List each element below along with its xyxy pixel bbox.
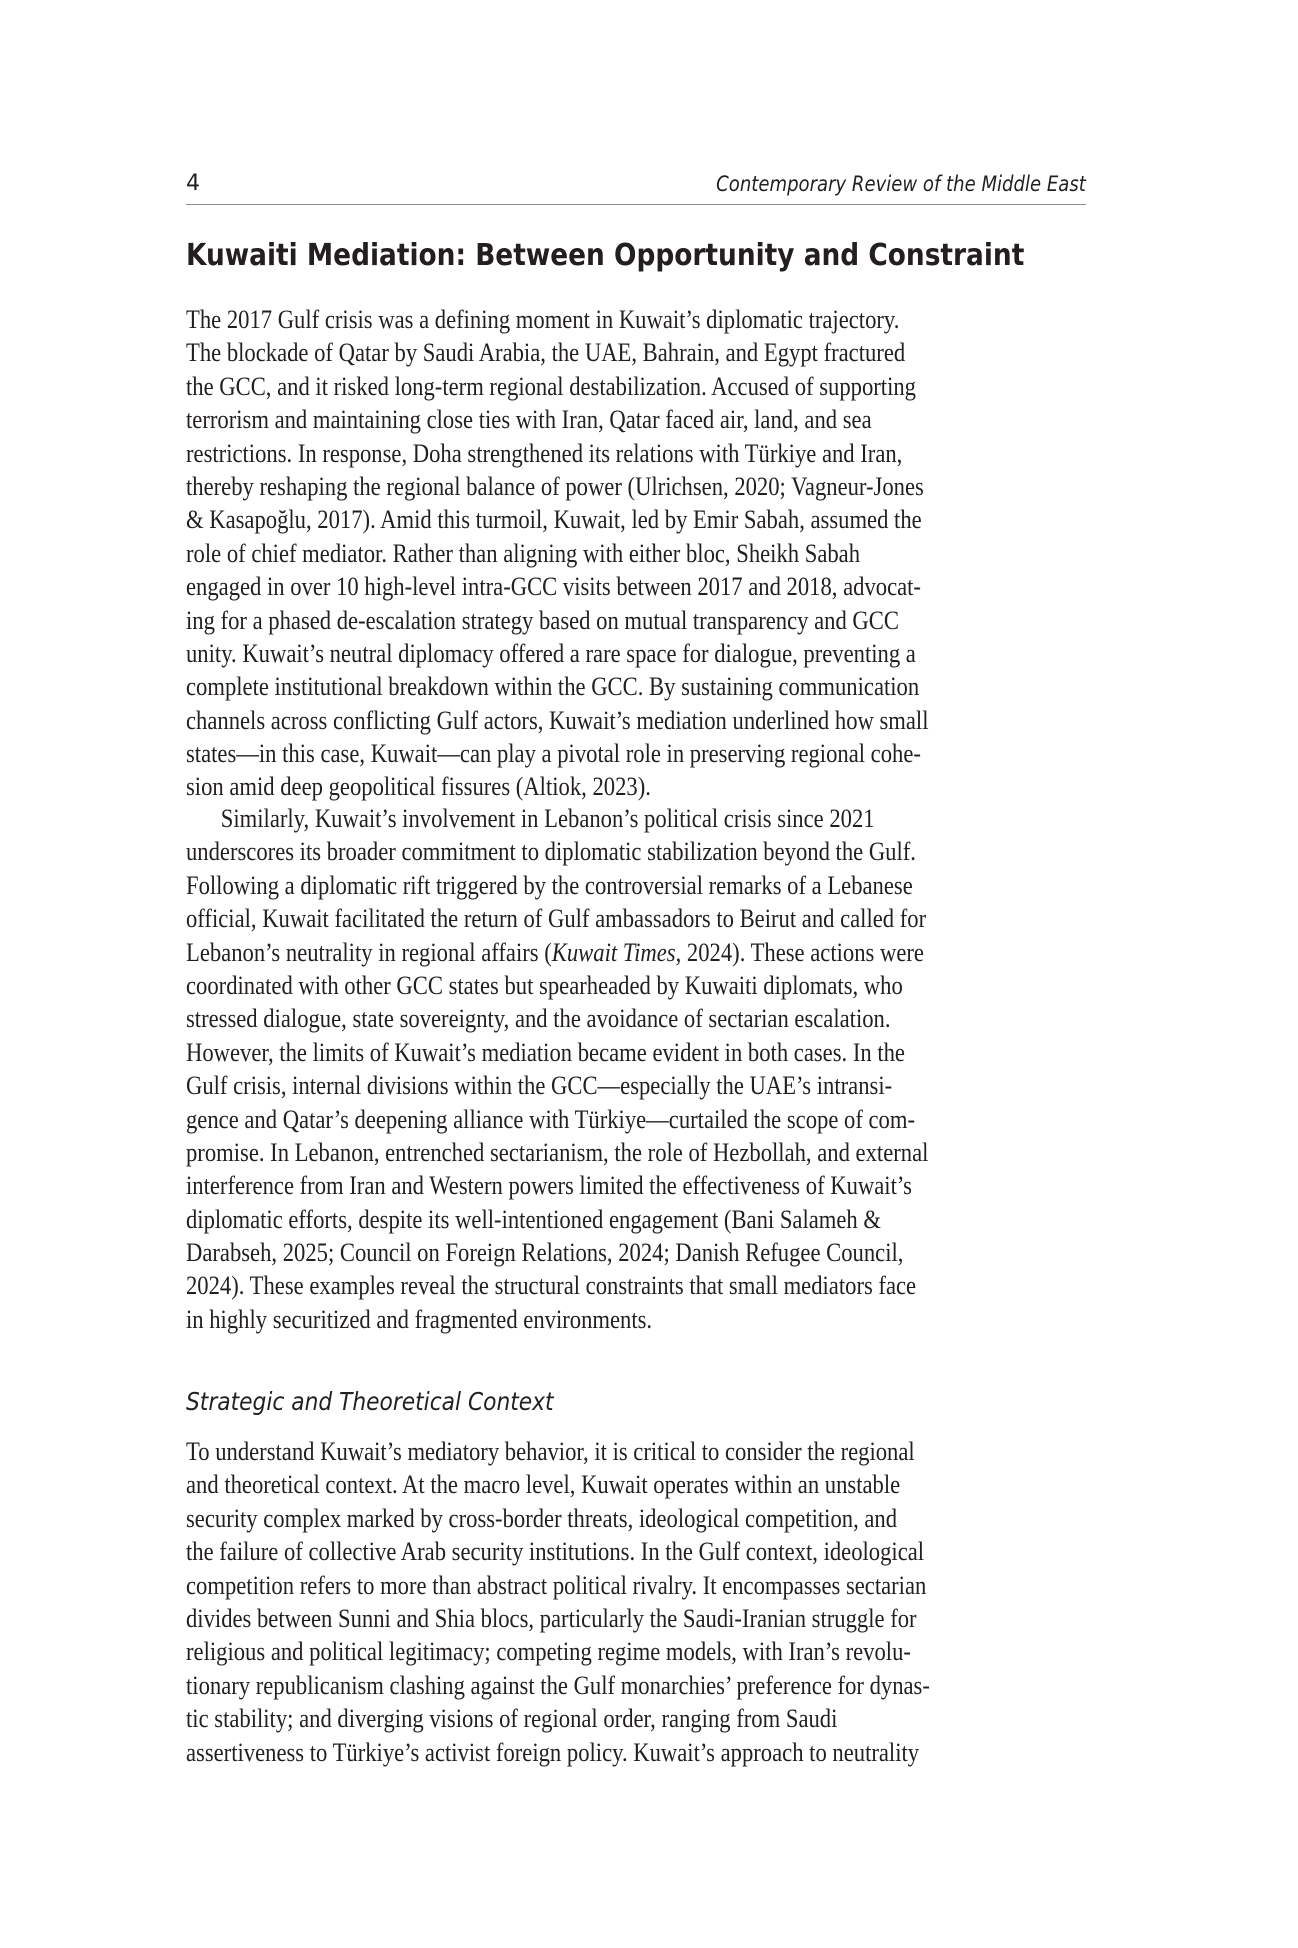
text-line: divides between Sunni and Shia blocs, particularly the Saudi-Iranian struggle for: [186, 1603, 917, 1633]
text-line: Following a diplomatic rift triggered by the controversial remarks of a Lebanese: [186, 870, 913, 900]
page-number: 4: [186, 171, 200, 196]
text-line: tionary republicanism clashing against the Gulf monarchies’ preference for dynas-: [186, 1670, 930, 1700]
citation-source-italic: Kuwait Times: [551, 937, 676, 967]
subsection-heading: Strategic and Theoretical Context: [186, 1387, 554, 1416]
text-line: channels across conflicting Gulf actors, Kuwait’s mediation underlined how small: [186, 705, 929, 735]
paragraph-1: [186, 303, 1086, 804]
text-line: Gulf crisis, internal divisions within the GCC—especially the UAE’s intransi-: [186, 1071, 893, 1101]
text-line: thereby reshaping the regional balance of power (Ulrichsen, 2020; Vagneur-Jones: [186, 471, 924, 501]
text-line: gence and Qatar’s deepening alliance with Türkiye—curtailed the scope of com-: [186, 1104, 916, 1134]
text-line: religious and political legitimacy; competing regime models, with Iran’s revolu-: [186, 1637, 911, 1667]
text-line: terrorism and maintaining close ties with Iran, Qatar faced air, land, and sea: [186, 405, 872, 435]
running-header: [186, 170, 1086, 200]
text-line: underscores its broader commitment to diplomatic stabilization beyond the Gulf.: [186, 837, 916, 867]
paragraph-3: [186, 1435, 1086, 1769]
text-line: & Kasapoğlu, 2017). Amid this turmoil, Kuwait, led by Emir Sabah, assumed the: [186, 505, 922, 535]
text-line: coordinated with other GCC states but spearheaded by Kuwaiti diplomats, who: [186, 970, 903, 1000]
text-line: the GCC, and it risked long-term regional destabilization. Accused of supporting: [186, 371, 916, 401]
text-line: unity. Kuwait’s neutral diplomacy offered a rare space for dialogue, preventing a: [186, 638, 916, 668]
text-line: engaged in over 10 high-level intra-GCC visits between 2017 and 2018, advocat-: [186, 572, 921, 602]
text-line: To understand Kuwait’s mediatory behavior, it is critical to consider the regional: [186, 1437, 915, 1466]
text-line: security complex marked by cross-border threats, ideological competition, and: [186, 1503, 898, 1533]
text-line: official, Kuwait facilitated the return of Gulf ambassadors to Beirut and called for: [186, 904, 927, 934]
text-line: 2024). These examples reveal the structural constraints that small mediators face: [186, 1271, 917, 1301]
text-line: However, the limits of Kuwait’s mediation became evident in both cases. In the: [186, 1037, 905, 1067]
text-line: diplomatic efforts, despite its well-intentioned engagement (Bani Salameh &: [186, 1204, 881, 1234]
text-line: ing for a phased de-escalation strategy based on mutual transparency and GCC: [186, 605, 899, 635]
text-line: [186, 936, 1086, 969]
text-line: The 2017 Gulf crisis was a defining moment in Kuwait’s diplomatic trajectory.: [186, 305, 900, 334]
text-line: complete institutional breakdown within the GCC. By sustaining communication: [186, 672, 920, 702]
text-line: The blockade of Qatar by Saudi Arabia, the UAE, Bahrain, and Egypt fractured: [186, 338, 906, 368]
text-segment: Lebanon’s neutrality in regional affairs (: [186, 937, 552, 967]
text-line: promise. In Lebanon, entrenched sectarianism, the role of Hezbollah, and external: [186, 1137, 929, 1167]
text-line: sion amid deep geopolitical fissures (Altiok, 2023).: [186, 772, 651, 802]
text-line: assertiveness to Türkiye’s activist foreign policy. Kuwait’s approach to neutrality: [186, 1737, 920, 1767]
text-line: states—in this case, Kuwait—can play a pivotal role in preserving regional cohe-: [186, 739, 921, 769]
text-line: restrictions. In response, Doha strengthened its relations with Türkiye and Iran,: [186, 438, 903, 468]
text-line: role of chief mediator. Rather than aligning with either bloc, Sheikh Sabah: [186, 538, 861, 568]
text-line: the failure of collective Arab security institutions. In the Gulf context, ideological: [186, 1537, 925, 1567]
text-line: and theoretical context. At the macro level, Kuwait operates within an unstable: [186, 1470, 901, 1500]
text-line: stressed dialogue, state sovereignty, and the avoidance of sectarian escalation.: [186, 1004, 891, 1034]
header-rule: [186, 204, 1086, 205]
paragraph-2: [186, 802, 1086, 1336]
journal-title: Contemporary Review of the Middle East: [716, 172, 1086, 196]
section-heading: Kuwaiti Mediation: Between Opportunity and Constraint: [186, 238, 1025, 273]
text-line: Similarly, Kuwait’s involvement in Lebanon’s political crisis since 2021: [220, 804, 875, 833]
text-line: competition refers to more than abstract political rivalry. It encompasses sectarian: [186, 1570, 927, 1600]
text-line: interference from Iran and Western powers limited the effectiveness of Kuwait’s: [186, 1171, 912, 1201]
text-line: tic stability; and diverging visions of regional order, ranging from Saudi: [186, 1704, 838, 1734]
text-segment: , 2024). These actions were: [675, 937, 924, 967]
text-line: in highly securitized and fragmented environments.: [186, 1304, 653, 1334]
text-line: Darabseh, 2025; Council on Foreign Relations, 2024; Danish Refugee Council,: [186, 1238, 904, 1268]
